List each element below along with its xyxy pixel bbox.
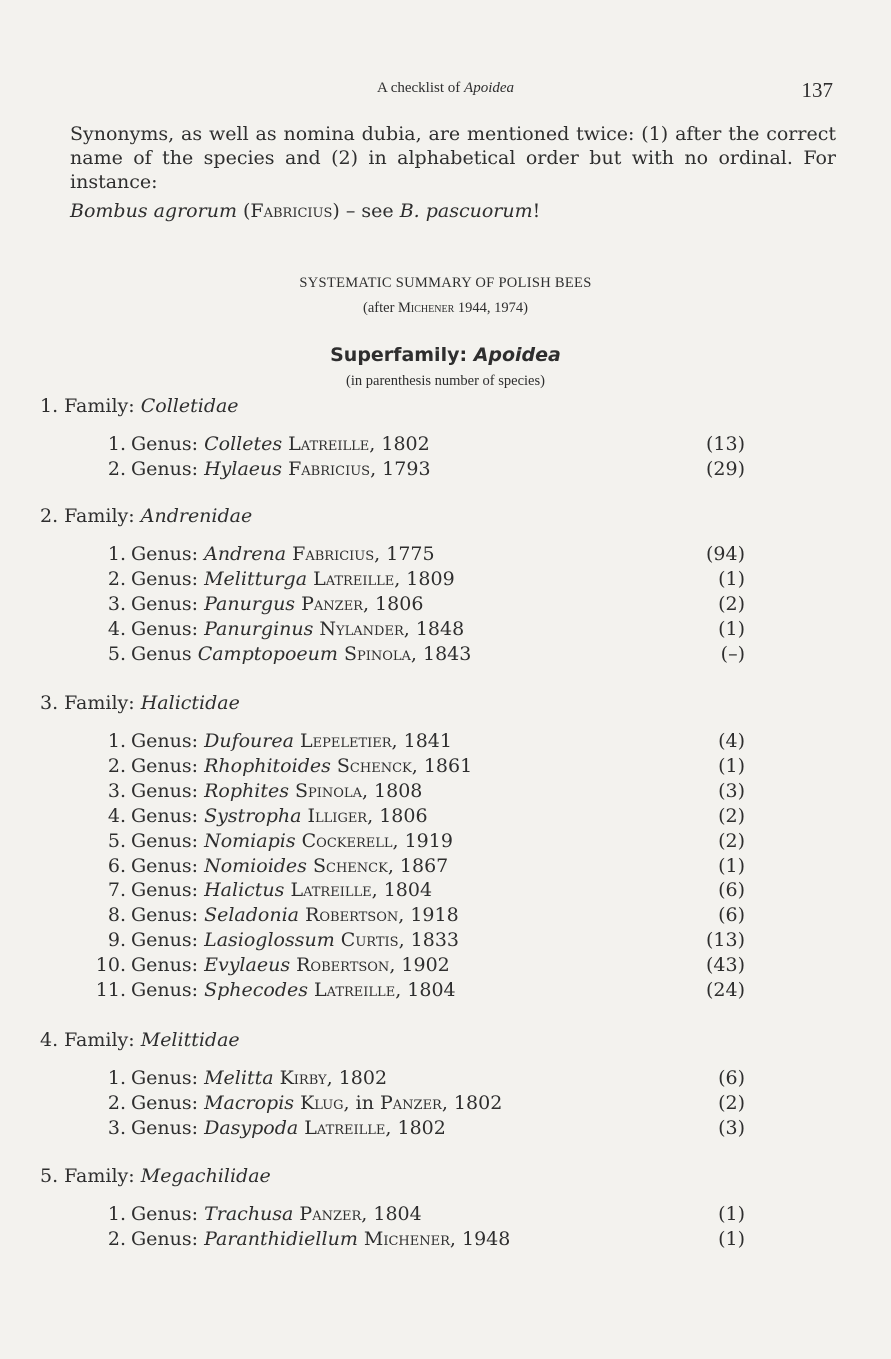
- species-count: (2): [718, 804, 745, 827]
- family-name: Andrenidae: [140, 505, 253, 527]
- genus-prefix: Genus:: [131, 1116, 205, 1139]
- genus-row: [0, 755, 891, 780]
- genus-name: Sphecodes: [204, 979, 308, 1001]
- example-target: B. pascuorum: [399, 200, 533, 222]
- family-name: Melittidae: [140, 1029, 240, 1051]
- genus-year: , 1867: [387, 854, 449, 877]
- superfamily-label: Superfamily:: [330, 344, 474, 366]
- genus-number: 5.: [107, 829, 126, 852]
- genus-year: , 1833: [398, 929, 459, 952]
- species-count: (1): [718, 1227, 745, 1250]
- genus-author: Fabricius: [288, 457, 371, 480]
- genus-name: Nomioides: [204, 854, 307, 877]
- genus-entry: [131, 1228, 510, 1250]
- genus-year: , 1902: [389, 954, 450, 977]
- genus-author: Panzer: [301, 592, 363, 615]
- genus-row: [0, 979, 891, 1004]
- genus-row: [0, 458, 891, 483]
- example-author: (Fabricius): [243, 200, 340, 222]
- genus-prefix: Genus:: [131, 904, 205, 927]
- genus-name: Lasioglossum: [204, 929, 335, 952]
- species-count: (1): [718, 617, 745, 640]
- genus-author: Michener: [363, 1227, 450, 1250]
- genus-year: , 1802: [369, 433, 430, 455]
- genus-number: 2.: [107, 1227, 126, 1250]
- genus-year-2: , 1802: [441, 1091, 503, 1114]
- genus-entry: [131, 830, 453, 852]
- genus-name: Melitta: [204, 1067, 274, 1089]
- genus-entry: [131, 1203, 422, 1225]
- family-label: 1. Family:: [40, 395, 141, 417]
- genus-name: Rhophitoides: [204, 754, 331, 777]
- genus-number: 9.: [107, 929, 126, 952]
- genus-row: [0, 929, 891, 954]
- genus-entry: [131, 755, 472, 777]
- genus-year: , 1804: [361, 1203, 422, 1225]
- genus-prefix: Genus:: [131, 617, 205, 640]
- genus-number: 4.: [107, 804, 126, 827]
- genus-author-2: Panzer: [379, 1091, 442, 1114]
- genus-prefix: Genus:: [131, 754, 205, 777]
- genus-author: Nylander: [319, 617, 404, 640]
- genus-prefix: Genus:: [131, 592, 205, 615]
- genus-author: Schenck: [312, 854, 388, 877]
- family-label: 4. Family:: [40, 1029, 141, 1051]
- genus-name: Macropis: [204, 1091, 295, 1114]
- genus-prefix: Genus:: [131, 543, 205, 565]
- genus-row: [0, 904, 891, 929]
- genus-name: Trachusa: [204, 1203, 294, 1225]
- family-label: 5. Family:: [40, 1165, 141, 1187]
- species-count: (24): [705, 979, 745, 1001]
- genus-name: Evylaeus: [204, 954, 291, 977]
- genus-entry: [131, 855, 448, 877]
- running-title-italic: Apoidea: [464, 80, 515, 96]
- species-count: (1): [718, 754, 745, 777]
- species-count: (2): [718, 1091, 745, 1114]
- family-heading: [40, 1165, 271, 1187]
- genus-row: [0, 643, 891, 668]
- genus-row: [0, 1067, 891, 1092]
- genus-year: , 1806: [362, 592, 424, 615]
- genus-year: , 1948: [449, 1227, 511, 1250]
- genus-name: Melitturga: [204, 567, 308, 590]
- genus-number: 2.: [107, 754, 126, 777]
- genus-number: 1.: [107, 543, 126, 565]
- genus-name: Dufourea: [204, 730, 294, 752]
- genus-number: 4.: [107, 617, 126, 640]
- genus-year: , 1808: [361, 779, 423, 802]
- family-heading: [40, 692, 240, 714]
- genus-entry: [131, 730, 452, 752]
- species-count: (29): [705, 457, 745, 480]
- genus-year: , 1809: [394, 567, 455, 590]
- genus-name: Andrena: [204, 543, 287, 565]
- genus-author: Latreille: [313, 567, 395, 590]
- example-see: – see: [339, 200, 400, 222]
- genus-prefix: Genus:: [131, 929, 205, 952]
- genus-number: 1.: [107, 433, 126, 455]
- genus-prefix: Genus:: [131, 433, 205, 455]
- species-count: (3): [718, 779, 745, 802]
- genus-row: [0, 1203, 891, 1228]
- genus-year: , 1861: [411, 754, 473, 777]
- genus-author: Robertson: [296, 954, 390, 977]
- family-label: 2. Family:: [40, 505, 141, 527]
- genus-prefix: Genus:: [131, 1227, 205, 1250]
- genus-number: 10.: [95, 954, 126, 977]
- running-title: [0, 80, 891, 97]
- genus-author: Curtis: [340, 929, 399, 952]
- genus-number: 2.: [107, 567, 126, 590]
- genus-year: , 1841: [391, 730, 452, 752]
- genus-entry: [131, 568, 455, 590]
- genus-entry: [131, 643, 471, 665]
- genus-number: 11.: [95, 979, 126, 1001]
- family-name: Colletidae: [140, 395, 239, 417]
- genus-name: Systropha: [204, 804, 302, 827]
- genus-name: Colletes: [204, 433, 283, 455]
- running-header: [0, 78, 891, 100]
- genus-entry: [131, 1117, 446, 1139]
- species-count: (13): [705, 433, 745, 455]
- family-label: 3. Family:: [40, 692, 141, 714]
- genus-entry: [131, 593, 423, 615]
- genus-year: , 1793: [370, 457, 431, 480]
- genus-row: [0, 780, 891, 805]
- genus-number: 3.: [107, 1116, 126, 1139]
- genus-author: Illiger: [307, 804, 368, 827]
- genus-author: Spinola: [343, 642, 411, 665]
- genus-prefix: Genus:: [131, 457, 205, 480]
- genus-prefix: Genus:: [131, 779, 205, 802]
- genus-row: [0, 433, 891, 458]
- genus-year: , 1806: [367, 804, 428, 827]
- genus-prefix: Genus:: [131, 1203, 205, 1225]
- species-count: (1): [718, 854, 745, 877]
- parenthesis-note: (in parenthesis number of species): [346, 373, 545, 389]
- genus-row: [0, 593, 891, 618]
- genus-prefix: Genus:: [131, 954, 205, 977]
- genus-name: Rophites: [204, 779, 289, 802]
- genus-name: Camptopoeum: [197, 642, 338, 665]
- genus-author: Latreille: [290, 879, 372, 902]
- genus-row: [0, 618, 891, 643]
- genus-row: [0, 1117, 891, 1142]
- species-count: (94): [705, 543, 745, 565]
- genus-name: Halictus: [204, 879, 285, 902]
- genus-entry: [131, 954, 450, 976]
- species-count: (6): [718, 904, 745, 927]
- species-count: (6): [718, 879, 745, 902]
- genus-name: Panurginus: [204, 617, 314, 640]
- genus-author: Latreille: [288, 433, 370, 455]
- genus-entry: [131, 929, 459, 951]
- genus-row: [0, 568, 891, 593]
- example-end: !: [532, 200, 541, 222]
- genus-year: , 1802: [326, 1067, 388, 1089]
- genus-number: 6.: [107, 854, 126, 877]
- genus-row: [0, 879, 891, 904]
- genus-number: 3.: [107, 779, 126, 802]
- superfamily-name: Apoidea: [473, 344, 561, 366]
- genus-author: Schenck: [336, 754, 412, 777]
- genus-entry: [131, 805, 428, 827]
- family-heading: [40, 505, 252, 527]
- genus-author: Robertson: [305, 904, 399, 927]
- intro-text: Synonyms, as well as nomina dubia, are mentioned twice: (1) after the correct name of the species and (2) in alphabetical order but with no ordinal. For instance:: [70, 123, 836, 193]
- genus-row: [0, 830, 891, 855]
- species-count: (2): [718, 829, 745, 852]
- genus-year: , 1804: [395, 979, 456, 1001]
- genus-author: Latreille: [304, 1116, 386, 1139]
- summary-title: SYSTEMATIC SUMMARY OF POLISH BEES: [299, 275, 592, 291]
- genus-name: Hylaeus: [204, 457, 283, 480]
- species-count: (43): [705, 954, 745, 977]
- genus-author: Klug: [300, 1091, 344, 1114]
- example-species: Bombus agrorum: [70, 200, 237, 222]
- genus-entry: [131, 458, 431, 480]
- running-title-text: A checklist of: [376, 80, 465, 96]
- example-line: [70, 200, 540, 222]
- genus-row: [0, 1092, 891, 1117]
- genus-prefix: Genus:: [131, 979, 205, 1001]
- genus-author: Lepeletier: [299, 730, 392, 752]
- genus-row: [0, 954, 891, 979]
- genus-number: 1.: [107, 1203, 126, 1225]
- genus-year: , 1843: [410, 642, 472, 665]
- genus-prefix: Genus:: [131, 1091, 205, 1114]
- genus-year: , 1775: [374, 543, 435, 565]
- summary-after-years: 1944, 1974): [454, 300, 528, 316]
- genus-row: [0, 1228, 891, 1253]
- species-count: (6): [718, 1067, 745, 1089]
- species-count: (1): [718, 1203, 745, 1225]
- genus-author: Spinola: [295, 779, 362, 802]
- family-name: Megachilidae: [140, 1165, 271, 1187]
- genus-entry: [131, 543, 435, 565]
- intro-paragraph: [70, 122, 836, 194]
- genus-year: , 1804: [371, 879, 433, 902]
- species-count: (–): [720, 642, 745, 665]
- genus-prefix: Genus:: [131, 854, 205, 877]
- genus-author: Panzer: [299, 1203, 362, 1225]
- genus-name: Nomiapis: [204, 829, 296, 852]
- genus-row: [0, 543, 891, 568]
- genus-row: [0, 855, 891, 880]
- genus-prefix: Genus: [131, 642, 198, 665]
- superfamily-heading: [0, 344, 891, 366]
- summary-after-author: Michener: [398, 300, 455, 316]
- genus-prefix: Genus:: [131, 730, 205, 752]
- genus-number: 3.: [107, 592, 126, 615]
- family-heading: [40, 1029, 240, 1051]
- species-count: (13): [705, 929, 745, 952]
- genus-entry: [131, 1092, 502, 1114]
- genus-entry: [131, 1067, 387, 1089]
- genus-name: Paranthidiellum: [204, 1227, 358, 1250]
- genus-number: 2.: [107, 1091, 126, 1114]
- genus-name: Dasypoda: [204, 1116, 299, 1139]
- summary-after: [0, 300, 891, 317]
- genus-number: 1.: [107, 1067, 126, 1089]
- genus-prefix: Genus:: [131, 567, 205, 590]
- genus-year: , in: [343, 1091, 380, 1114]
- genus-prefix: Genus:: [131, 829, 205, 852]
- genus-name: Panurgus: [204, 592, 296, 615]
- genus-entry: [131, 780, 422, 802]
- genus-year: , 1918: [398, 904, 459, 927]
- genus-entry: [131, 879, 432, 901]
- genus-prefix: Genus:: [131, 804, 205, 827]
- genus-author: Fabricius: [292, 543, 375, 565]
- genus-number: 2.: [107, 457, 126, 480]
- genus-number: 1.: [107, 730, 126, 752]
- summary-after-open: (after: [363, 300, 399, 316]
- genus-year: , 1848: [403, 617, 465, 640]
- genus-year: , 1919: [392, 829, 453, 852]
- species-count: (1): [718, 567, 745, 590]
- genus-author: Kirby: [279, 1067, 327, 1089]
- genus-year: , 1802: [385, 1116, 446, 1139]
- species-count: (4): [718, 730, 745, 752]
- family-name: Halictidae: [140, 692, 240, 714]
- genus-entry: [131, 904, 459, 926]
- genus-prefix: Genus:: [131, 879, 205, 902]
- genus-entry: [131, 433, 430, 455]
- genus-prefix: Genus:: [131, 1067, 205, 1089]
- genus-entry: [131, 618, 464, 640]
- genus-number: 5.: [107, 642, 126, 665]
- genus-author: Cockerell: [301, 829, 393, 852]
- genus-number: 7.: [107, 879, 126, 902]
- family-heading: [40, 395, 239, 417]
- genus-entry: [131, 979, 456, 1001]
- species-count: (3): [718, 1116, 745, 1139]
- genus-name: Seladonia: [204, 904, 300, 927]
- page-number: 137: [801, 78, 833, 102]
- genus-author: Latreille: [314, 979, 396, 1001]
- species-count: (2): [718, 592, 745, 615]
- genus-row: [0, 805, 891, 830]
- genus-number: 8.: [107, 904, 126, 927]
- genus-row: [0, 730, 891, 755]
